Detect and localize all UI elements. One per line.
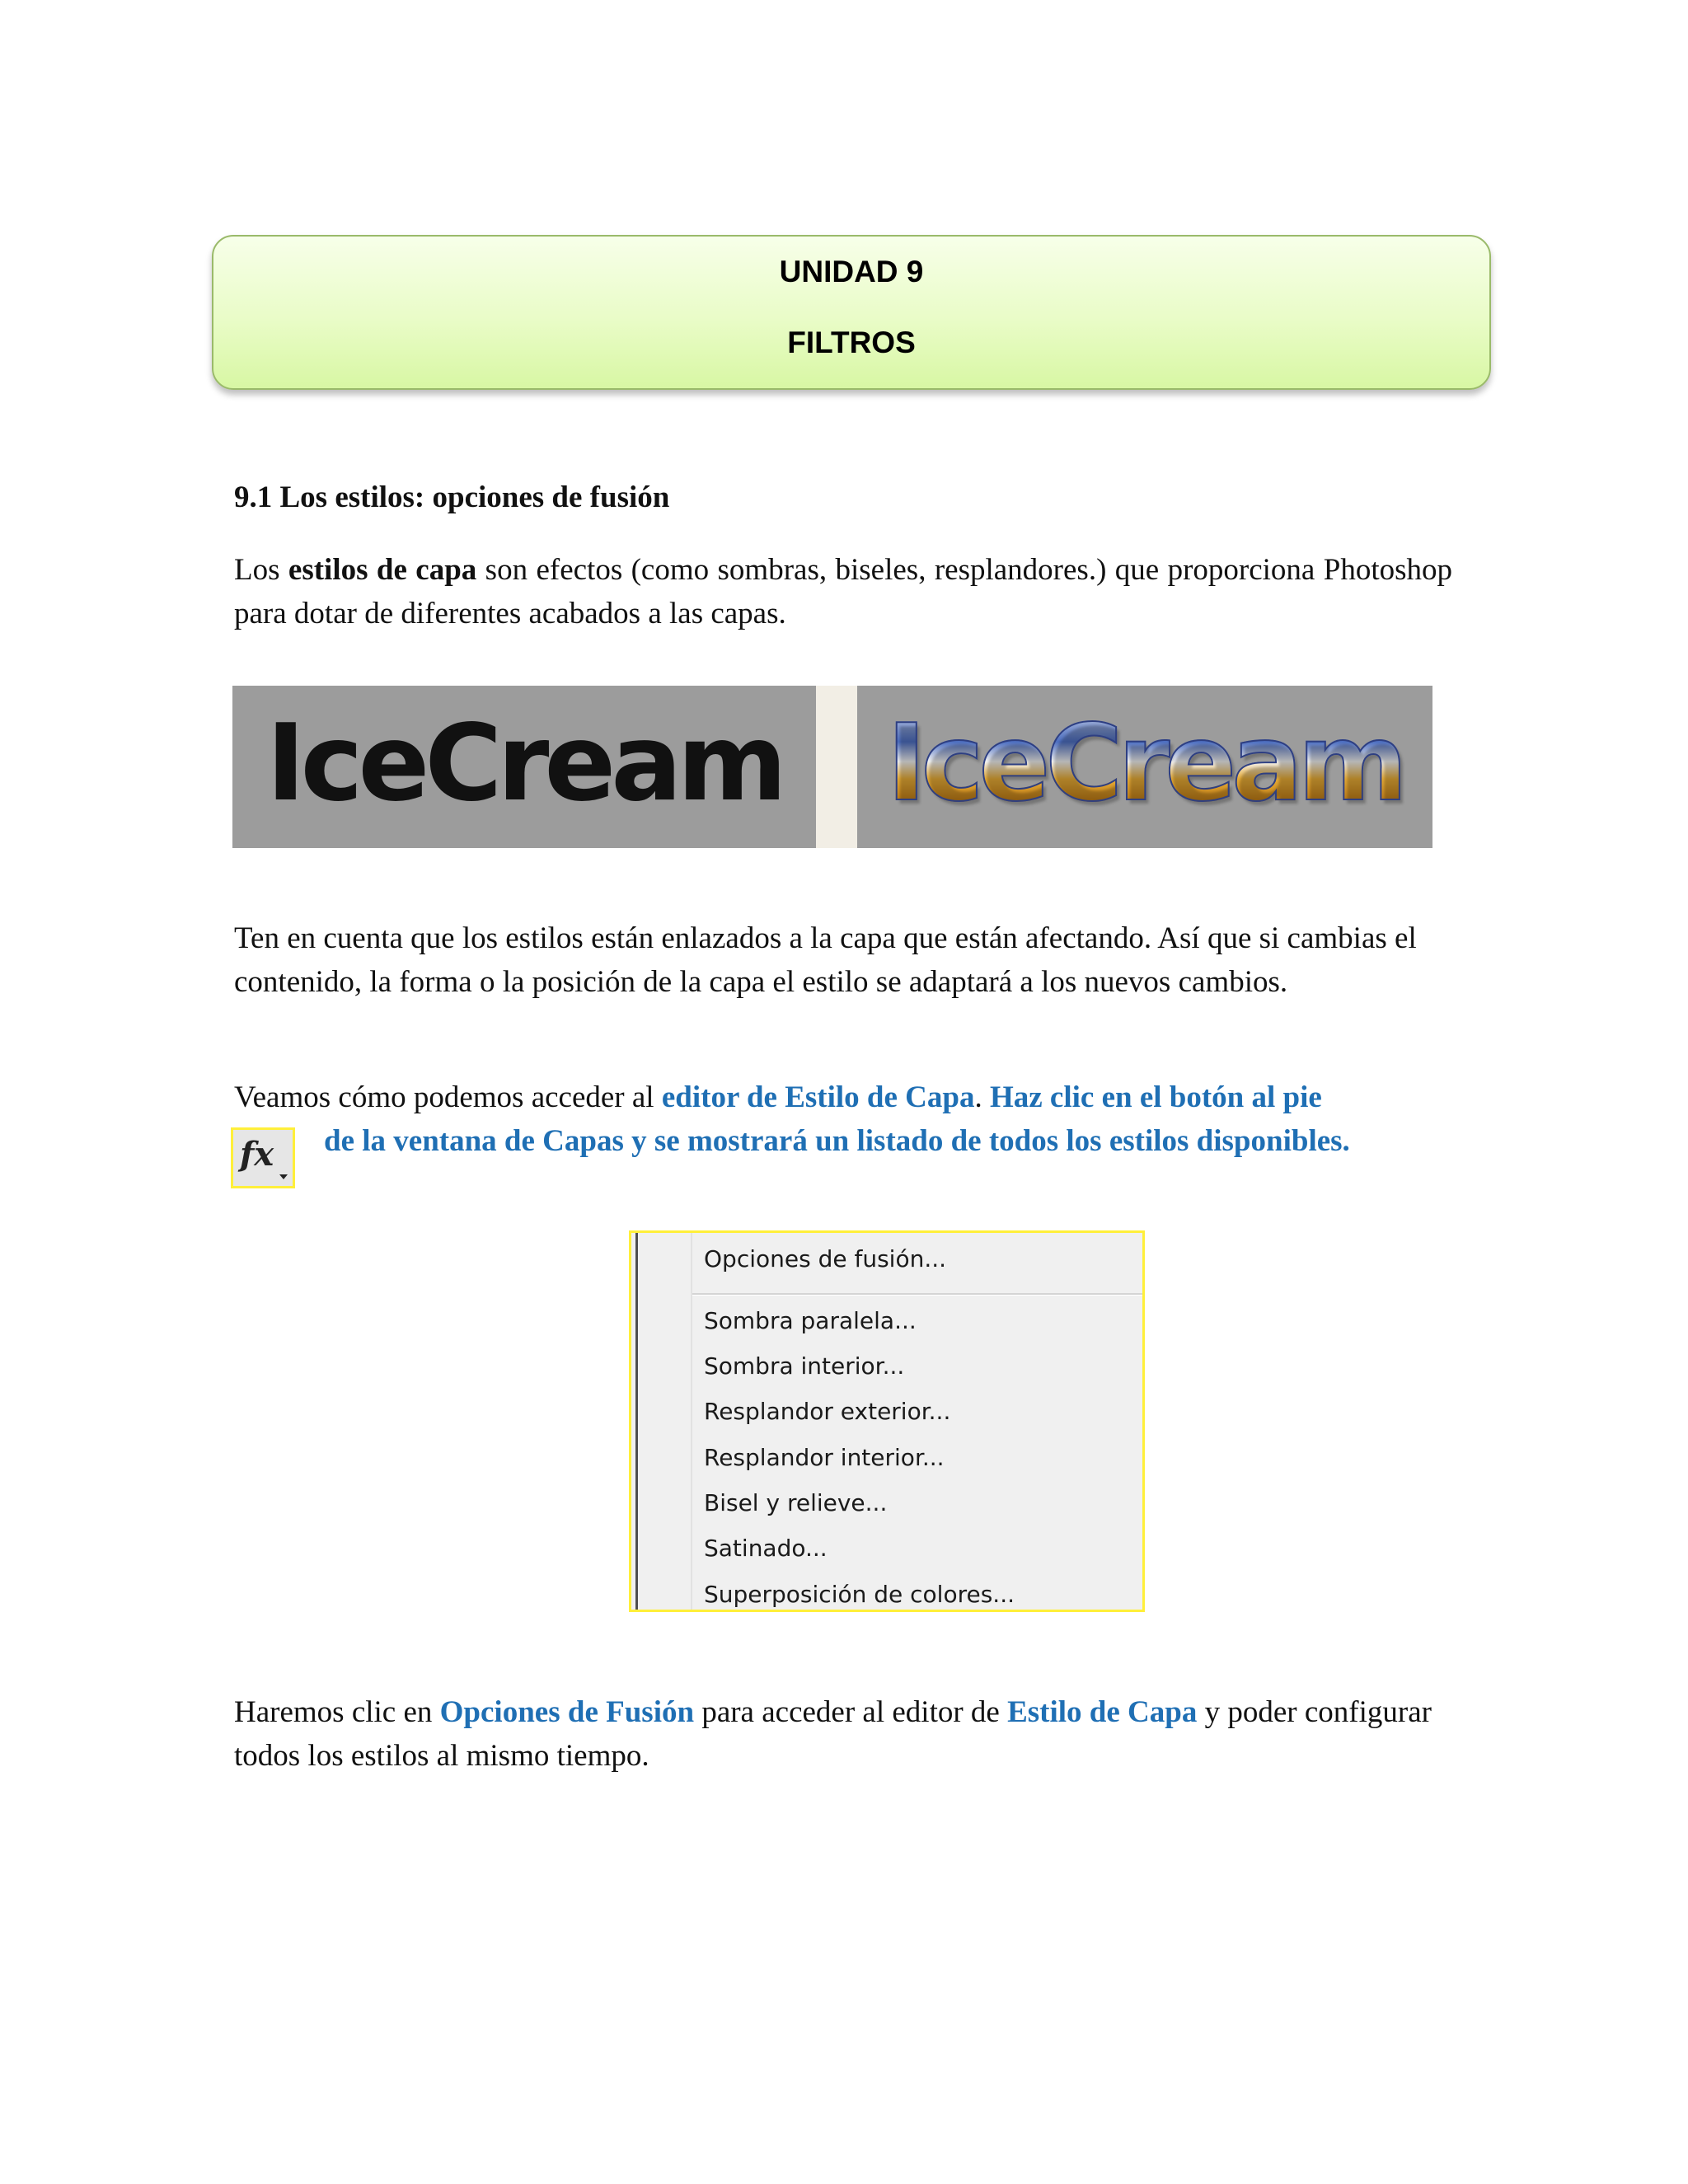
link-blending-options[interactable]: Opciones de Fusión: [439, 1695, 695, 1729]
icecream-plain-panel: [232, 686, 816, 848]
icecream-example-image: [232, 686, 1432, 848]
intro-paragraph: [234, 548, 1452, 635]
menu-item-color-overlay[interactable]: Superposición de colores...: [704, 1581, 1015, 1608]
menu-item-inner-shadow[interactable]: Sombra interior...: [704, 1352, 905, 1380]
access-text-period: .: [974, 1080, 990, 1114]
fx-glyph: fx: [240, 1135, 274, 1174]
menu-item-inner-glow[interactable]: Resplandor interior...: [704, 1444, 945, 1471]
icecream-plain-text: IceCream: [266, 702, 782, 825]
menu-left-rail: [635, 1233, 638, 1610]
access-text-start: Veamos cómo podemos acceder al: [234, 1080, 662, 1114]
menu-item-blending-options[interactable]: Opciones de fusión...: [704, 1245, 947, 1272]
unit-number: UNIDAD 9: [779, 255, 924, 288]
instruction-layers-window: de la ventana de Capas y se mostrará un listado de todos los estilos disponibles.: [324, 1124, 1350, 1158]
access-editor-paragraph: [234, 1076, 1452, 1163]
blending-text-middle: para acceder al editor de: [694, 1695, 1008, 1729]
fx-icon[interactable]: [231, 1127, 295, 1188]
icecream-styled-panel: [857, 686, 1432, 848]
menu-item-outer-glow[interactable]: Resplandor exterior...: [704, 1398, 951, 1425]
menu-item-drop-shadow[interactable]: Sombra paralela...: [704, 1307, 917, 1334]
unit-title: FILTROS: [787, 326, 916, 359]
menu-item-satin[interactable]: Satinado...: [704, 1535, 828, 1562]
icecream-styled-text: IceCream: [857, 702, 1432, 826]
menu-icon-gutter: [691, 1233, 692, 1610]
styles-linked-paragraph: Ten en cuenta que los estilos están enlazados a la capa que están afectando. Así que si cambias el contenido, la forma o la posición de la capa el estilo se adaptará a los nuevos cambios.: [234, 921, 1417, 999]
unit-banner: [212, 235, 1491, 390]
intro-text-start: Los: [234, 553, 288, 587]
intro-bold-term: estilos de capa: [288, 553, 477, 587]
blending-text-end: y poder configurar todos los estilos al mismo tiempo.: [234, 1695, 1432, 1773]
intro-text-rest: son efectos (como sombras, biseles, resplandores.) que proporciona Photoshop para dotar de diferentes acabados a las capas.: [234, 553, 1453, 630]
link-layer-style-editor[interactable]: editor de Estilo de Capa: [661, 1080, 975, 1114]
layer-styles-menu: [629, 1230, 1145, 1612]
dropdown-arrow-icon: [279, 1174, 288, 1179]
instruction-click-button: Haz clic en el botón al pie: [989, 1080, 1322, 1114]
blending-options-paragraph: [234, 1690, 1452, 1778]
menu-separator: [692, 1293, 1142, 1296]
section-title: 9.1 Los estilos: opciones de fusión: [234, 480, 670, 514]
link-layer-style[interactable]: Estilo de Capa: [1007, 1695, 1198, 1729]
menu-item-bevel-emboss[interactable]: Bisel y relieve...: [704, 1489, 888, 1516]
icecream-divider: [816, 686, 857, 848]
blending-text-start: Haremos clic en: [234, 1695, 440, 1729]
